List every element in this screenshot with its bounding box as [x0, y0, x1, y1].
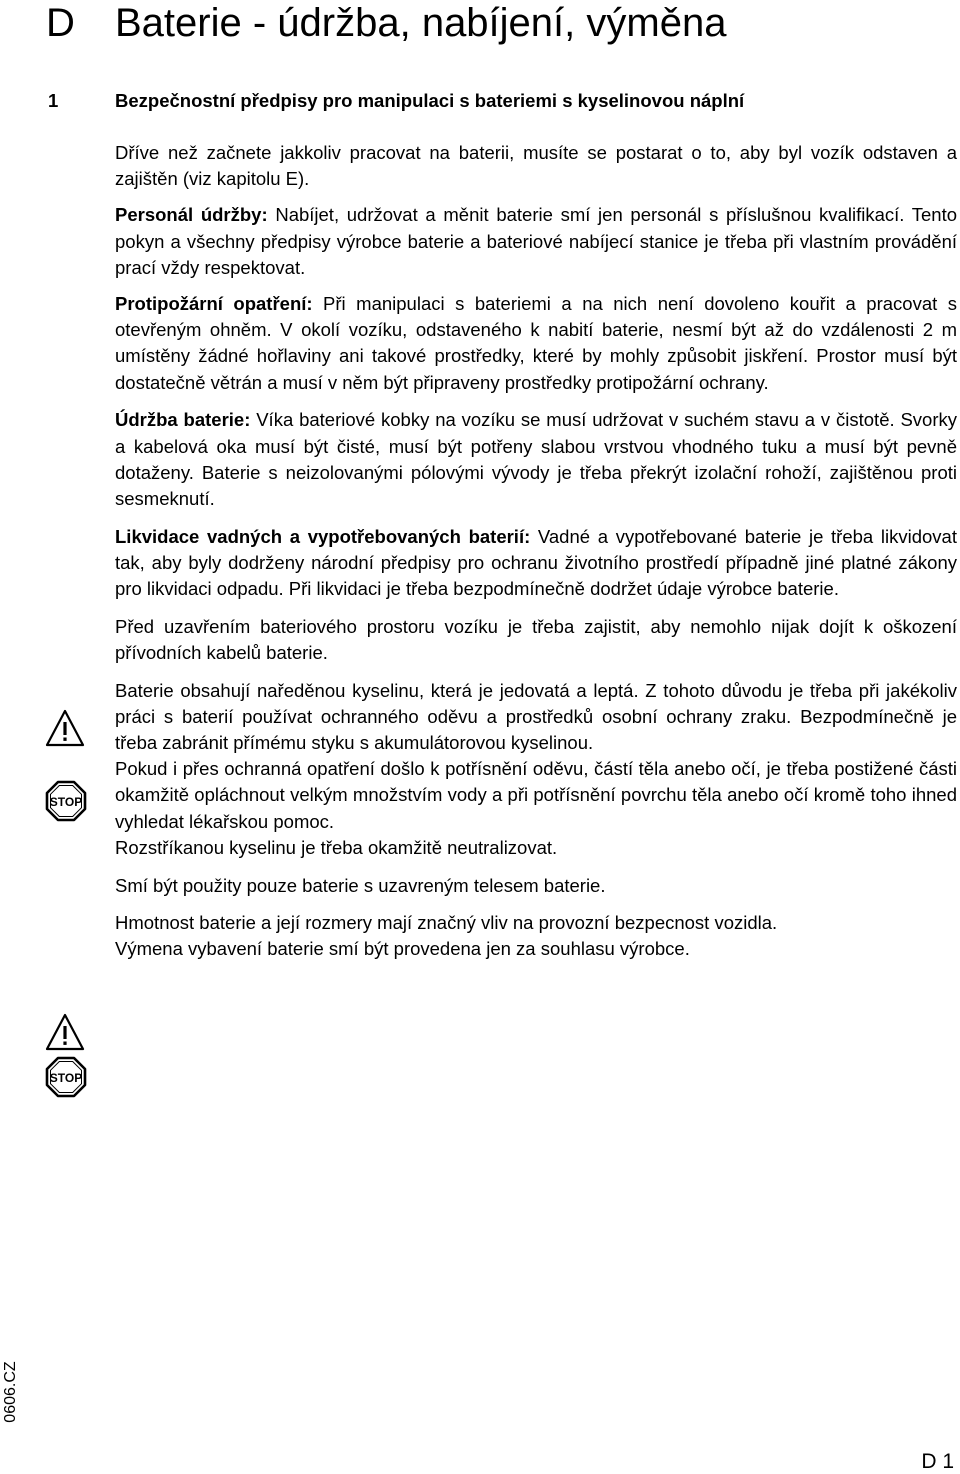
- paragraph-fire-label: Protipožární opatření:: [115, 293, 313, 315]
- stop-sign-label: STOP: [49, 1071, 83, 1085]
- section-title: Bezpečnostní předpisy pro manipulaci s bateriemi s kyselinovou náplní: [115, 90, 745, 111]
- paragraph-fire: [115, 291, 957, 396]
- paragraph-maintenance-text: Víka bateriové kobky na vozíku se musí udržovat v suchém stavu a v čistotě. Svorky a kabelová oka musí být čisté, musí být potřeny slabou vrstvou vhodného tuku a musí být pevně dotaženy. Baterie s neizolovanými pólovými vývody je třeba překrýt izolační rohoží, zajištěnou proti sesmeknutí.: [115, 409, 958, 509]
- paragraph-weight-2: Výmena vybavení baterie smí být provedena jen za souhlasu výrobce.: [115, 938, 690, 960]
- document-code: [0, 1352, 22, 1432]
- document-body: [115, 140, 957, 963]
- paragraph-disposal: [115, 524, 957, 603]
- paragraph-disposal-label: Likvidace vadných a vypotřebovaných baterií:: [115, 525, 531, 547]
- chapter-title: Baterie - údržba, nabíjení, výměna: [115, 1, 727, 45]
- section-number: 1: [48, 90, 59, 111]
- paragraph-intro: Dříve než začnete jakkoliv pracovat na baterii, musíte se postarat o to, aby byl vozík odstaven a zajištěn (viz kapitolu E).: [115, 142, 957, 190]
- paragraph-closed-body: Smí být použity pouze baterie s uzavreným telesem baterie.: [115, 874, 606, 896]
- page-number: D 1: [921, 1450, 954, 1473]
- warning-triangle-icon: [44, 1012, 86, 1052]
- paragraph-disposal-text: Vadné a vypotřebované baterie je třeba likvidovat tak, aby byly dodrženy národní předpisy pro ochranu životního prostředí případně jiné platné zákony pro likvidaci odpadu. Při likvidaci je třeba bezpodmínečně dodržet údaje výrobce baterie.: [115, 525, 957, 600]
- paragraph-warning-cover: Před uzavřením bateriového prostoru vozíku je třeba zajistit, aby nemohlo nijak dojít k oškození přívodních kabelů baterie.: [115, 615, 957, 663]
- chapter-letter: D: [46, 1, 75, 45]
- stop-sign-icon: [45, 780, 87, 822]
- paragraph-acid-1: Baterie obsahují naředěnou kyselinu, která je jedovatá a leptá. Z tohoto důvodu je třeba při jakékoliv práci s baterií používat ochranného oděvu a prostředků osobní ochrany zraku. Bezpodmínečně je třeba zabránit přímému styku s akumulátorovou kyselinou.: [115, 679, 957, 754]
- document-code-text: 0606.CZ: [2, 1361, 19, 1423]
- paragraph-personnel: [115, 202, 957, 281]
- paragraph-personnel-text: Nabíjet, udržovat a měnit baterie smí jen personál s příslušnou kvalifikací. Tento pokyn a všechny předpisy výrobce baterie a bateriové nabíjecí stanice je třeba při vlastním provádění prací vždy respektovat.: [115, 204, 957, 278]
- paragraph-acid-2: Pokud i přes ochranná opatření došlo k potřísnění oděvu, částí těla anebo očí, je třeba postižené části okamžitě opláchnout velkým množstvím vody a při potřísnění povrchu těla anebo očí kromě toho ihned vyhledat lékařskou pomoc.: [115, 758, 957, 832]
- paragraph-maintenance: [115, 407, 957, 512]
- warning-triangle-icon: [44, 708, 86, 748]
- stop-sign-label: STOP: [49, 795, 83, 809]
- paragraph-weight-1: Hmotnost baterie a její rozmery mají značný vliv na provozní bezpecnost vozidla.: [115, 912, 778, 934]
- paragraph-fire-text: Při manipulaci s bateriemi a na nich není dovoleno kouřit a pracovat s otevřeným ohněm. V okolí vozíku, odstaveného k nabití baterie, nesmí být až do vzdálenosti 2 m umístěny žádné hořlaviny ani takové prostředky, které by mohly způsobit jiskření. Prostor musí být dostatečně větrán a musí v něm být připraveny prostředky protipožární ochrany.: [115, 293, 957, 393]
- paragraph-acid-3: Rozstříkanou kyselinu je třeba okamžitě neutralizovat.: [115, 836, 558, 858]
- paragraph-personnel-label: Personál údržby:: [115, 204, 268, 226]
- stop-sign-icon: [45, 1056, 87, 1098]
- paragraph-maintenance-label: Údržba baterie:: [115, 409, 251, 431]
